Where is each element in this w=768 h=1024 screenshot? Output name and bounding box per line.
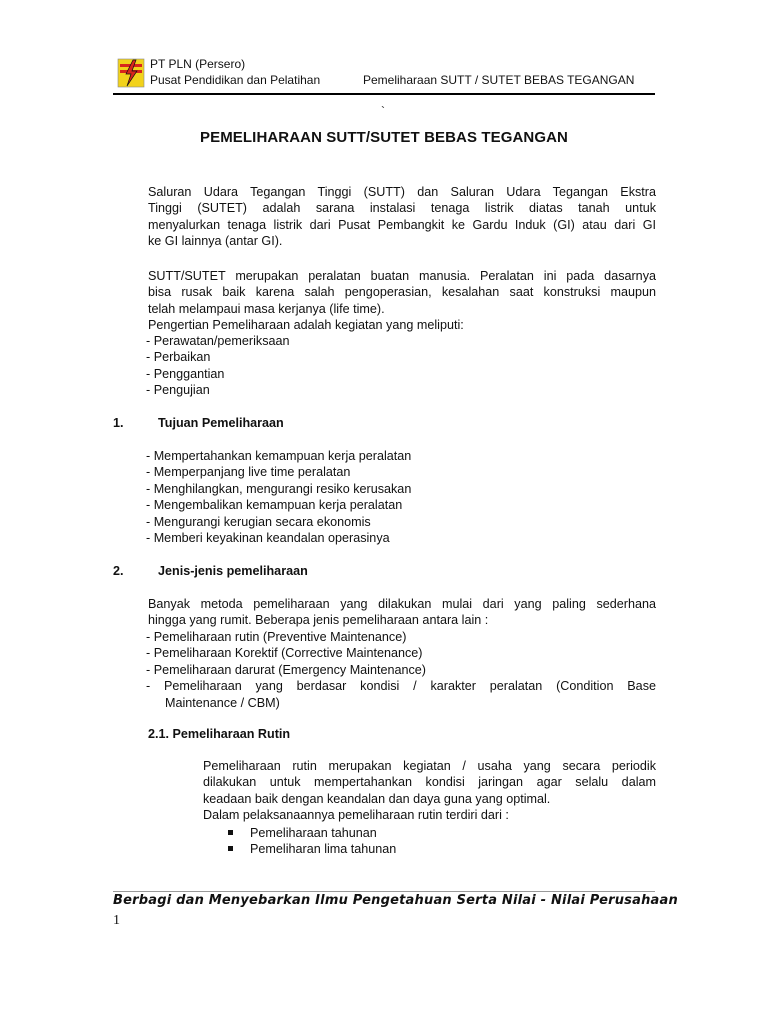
text-line: SUTT/SUTET merupakan peralatan buatan manusia. Peralatan ini pada dasarnya — [148, 269, 656, 283]
list-item: - Mempertahankan kemampuan kerja peralatan — [146, 449, 412, 463]
bullet-text: Pemeliharan lima tahunan — [250, 842, 397, 857]
text-line: dilakukan untuk mempertahankan kondisi jaringan agar selalu dalam — [203, 775, 656, 790]
section-2-number: 2. — [113, 564, 124, 578]
text-line: Tinggi (SUTET) adalah sarana instalasi tenaga listrik diatas tanah untuk — [148, 201, 656, 216]
section-1-list — [146, 448, 411, 546]
text-line: Pemeliharaan rutin merupakan kegiatan / usaha yang secara periodik — [203, 759, 656, 773]
list-item: - Penggantian — [146, 366, 225, 381]
list-item: - Perbaikan — [146, 350, 211, 365]
section-2-title: Jenis-jenis pemeliharaan — [158, 564, 308, 578]
section-2-1-bullets — [228, 825, 396, 858]
bullet-text: Pemeliharaan tahunan — [250, 826, 377, 840]
intro-paragraph-1 — [148, 184, 656, 250]
page-number: 1 — [113, 913, 120, 928]
section-1-title: Tujuan Pemeliharaan — [158, 416, 284, 430]
list-item: - Pengujian — [146, 383, 210, 398]
list-item-continuation: Maintenance / CBM) — [165, 695, 280, 710]
list-item: - Perawatan/pemeriksaan — [146, 334, 290, 348]
document-title: PEMELIHARAAN SUTT/SUTET BEBAS TEGANGAN — [200, 129, 568, 146]
list-item: - Mengurangi kerugian secara ekonomis — [146, 514, 371, 529]
text-line: Dalam pelaksanaannya pemeliharaan rutin terdiri dari : — [203, 808, 509, 823]
section-2-1-paragraph — [203, 758, 656, 824]
section-2-paragraph — [148, 596, 656, 629]
square-bullet-icon — [228, 830, 233, 835]
footer-motto: Berbagi dan Menyebarkan Ilmu Pengetahuan Serta Nilai - Nilai Perusahaan — [113, 893, 678, 908]
intro-paragraph-2 — [148, 268, 656, 334]
square-bullet-icon — [228, 846, 233, 851]
list-item: - Memberi keyakinan keandalan operasinya — [146, 531, 390, 546]
text-line: hingga yang rumit. Beberapa jenis pemeliharaan antara lain : — [148, 613, 489, 628]
page-header — [113, 55, 655, 95]
stray-mark: ` — [381, 104, 385, 118]
section-2-1-title: 2.1. Pemeliharaan Rutin — [148, 727, 291, 741]
list-item: - Memperpanjang live time peralatan — [146, 465, 351, 480]
text-line: bisa rusak baik karena salah pengoperasian, kesalahan saat konstruksi maupun — [148, 285, 656, 300]
list-item: - Pemeliharaan yang berdasar kondisi / karakter peralatan (Condition Base — [146, 679, 656, 694]
header-company: PT PLN (Persero) — [150, 57, 246, 71]
list-item: - Menghilangkan, mengurangi resiko kerusakan — [146, 481, 412, 496]
text-line: Pengertian Pemeliharaan adalah kegiatan yang meliputi: — [148, 318, 464, 333]
header-unit: Pusat Pendidikan dan Pelatihan — [150, 73, 321, 87]
footer-rule — [113, 891, 655, 892]
list-item: - Pemeliharaan rutin (Preventive Maintenance) — [146, 630, 407, 644]
text-line: menyalurkan tenaga listrik dari Pusat Pembangkit ke Gardu Induk (GI) atau dari GI — [148, 217, 656, 232]
bullet-item — [228, 825, 396, 841]
text-line: keadaan baik dengan keandalan dan daya guna yang optimal. — [203, 791, 551, 806]
text-line: Banyak metoda pemeliharaan yang dilakukan mulai dari yang paling sederhana — [148, 597, 656, 611]
text-line: telah melampaui masa kerjanya (life time). — [148, 301, 385, 316]
maintenance-activity-list — [146, 333, 290, 399]
list-item: - Mengembalikan kemampuan kerja peralatan — [146, 498, 403, 513]
text-line: ke GI lainnya (antar GI). — [148, 234, 283, 249]
header-document-title: Pemeliharaan SUTT / SUTET BEBAS TEGANGAN — [363, 73, 635, 87]
pln-logo-icon — [116, 56, 146, 90]
header-rule — [113, 93, 655, 95]
section-1-number: 1. — [113, 416, 124, 430]
list-item: - Pemeliharaan darurat (Emergency Maintenance) — [146, 662, 426, 677]
text-line: Saluran Udara Tegangan Tinggi (SUTT) dan Saluran Udara Tegangan Ekstra — [148, 185, 656, 199]
section-2-list — [146, 629, 656, 711]
bullet-item — [228, 841, 396, 857]
list-item: - Pemeliharaan Korektif (Corrective Maintenance) — [146, 646, 423, 661]
